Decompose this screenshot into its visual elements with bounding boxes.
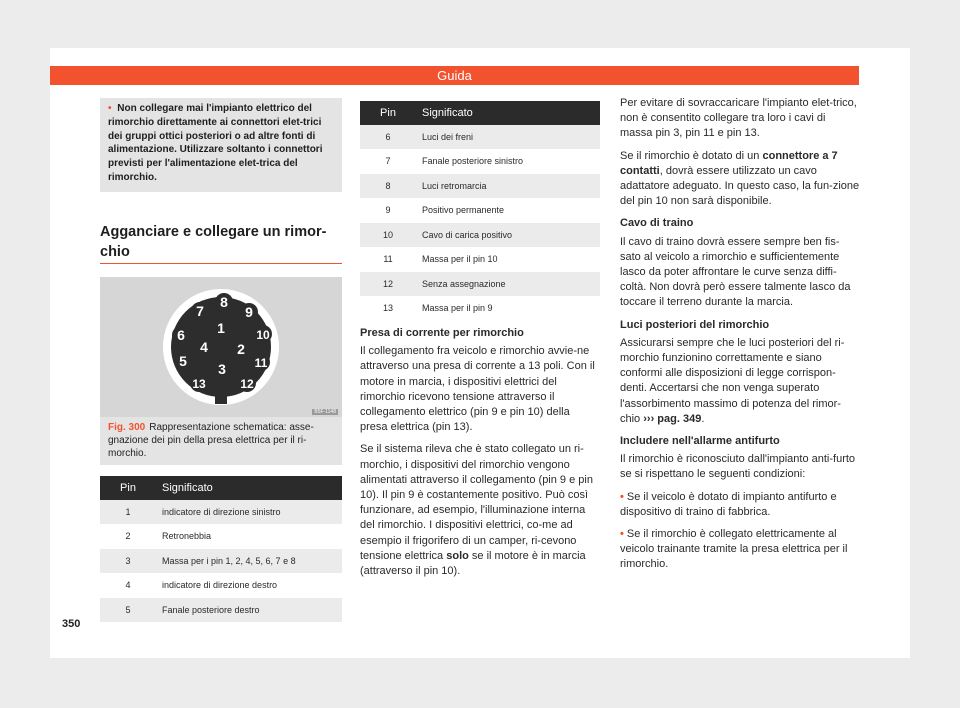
- text-run: Assicurarsi sempre che le luci posteriori del ri-morchio funzionino correttamente e siano conformi alle disposizioni di legge corrispon-denti. Accertarsi che non venga superato l'assorbimento massimo di potenza del rimor-chio: [620, 336, 845, 425]
- text-run: Se il sistema rileva che è stato collegato un ri-morchio, i dispositivi del rimorchio vengono alimentati attraverso il collegamento (pin 9 e pin 10). Il pin 9 è costantemente positivo. Può così funzionare, ad esempio, l'illuminazione interna del rimorchio. I dispositivi elettrici, co-me ad esempio il frigorifero di un camper, ri-cevono tensione elettrica: [360, 443, 593, 562]
- meaning-cell: indicatore di direzione sinistro: [156, 500, 342, 524]
- pin-cell: 1: [100, 500, 156, 524]
- connector-pin-label-11: 11: [254, 356, 268, 370]
- figure-caption-text: Rappresentazione schematica: asse-gnazione dei pin della presa elettrica per il ri-morchio.: [108, 422, 314, 459]
- pin-cell: 9: [360, 198, 416, 223]
- table-row: [360, 125, 600, 149]
- paragraph: [620, 336, 860, 427]
- column-2-text: [360, 322, 600, 586]
- page-reference-link[interactable]: ››› pag. 349: [643, 412, 702, 425]
- column-3-text: [620, 96, 860, 580]
- connector-pin-label-7: 7: [196, 303, 204, 319]
- meaning-cell: Massa per il pin 10: [416, 247, 600, 272]
- connector-pin-label-9: 9: [245, 304, 253, 320]
- paragraph: [360, 442, 600, 579]
- meaning-cell: Fanale posteriore sinistro: [416, 149, 600, 174]
- warning-text: Non collegare mai l'impianto elettrico del rimorchio direttamente ai connettori elet-trici dei gruppi ottici posteriori o ad altre fonti di alimentazione. Utilizzare soltanto i connettori previsti per l'alimentazione elet-trica del rimorchio.: [108, 103, 323, 183]
- connector-pin-label-8: 8: [220, 294, 228, 310]
- page-number: 350: [62, 618, 81, 630]
- text-run: , dovrà essere utilizzato un cavo adattatore adeguato. In questo caso, la fun-zione del pin 10 non sarà disponibile.: [620, 164, 860, 208]
- paragraph: Il rimorchio è riconosciuto dall'impianto anti-furto se si rispettano le seguenti condizioni:: [620, 453, 856, 481]
- figure-code: B5F-1148: [314, 409, 336, 415]
- pin-table-2: [360, 101, 600, 321]
- paragraph: Il cavo di traino dovrà essere sempre ben fis-sato al veicolo a rimorchio e sufficientemente lasco da poter affrontare le curve senza diffi-coltà. Non dovrà però essere talmente lasco da toccare il terreno durante la marcia.: [620, 235, 851, 309]
- pin-cell: 2: [100, 524, 156, 549]
- meaning-cell: Fanale posteriore destro: [156, 598, 342, 623]
- bullet-marker: •: [620, 490, 624, 503]
- text-run: Se il rimorchio è dotato di un: [620, 149, 760, 162]
- paragraph: [620, 149, 860, 210]
- warning-bullet: •: [108, 103, 112, 114]
- page-header: Guida: [50, 66, 859, 85]
- paragraph: Per evitare di sovraccaricare l'impianto elet-trico, non è consentito collegare tra loro i cavi di massa pin 3, pin 11 e pin 13.: [620, 97, 857, 140]
- figure-number: Fig. 300: [108, 422, 146, 433]
- section-title: Agganciare e collegare un rimor-chio: [100, 224, 327, 260]
- pin-table-1: [100, 476, 342, 623]
- emphasis-connettore: connettore a 7 contatti: [620, 149, 838, 177]
- meaning-cell: Luci dei freni: [416, 125, 600, 149]
- meaning-cell: indicatore di direzione destro: [156, 573, 342, 598]
- table-row: [360, 174, 600, 199]
- meaning-cell: Massa per i pin 1, 2, 4, 5, 6, 7 e 8: [156, 549, 342, 574]
- connector-pin-label-1: 1: [217, 320, 225, 336]
- meaning-cell: Massa per il pin 9: [416, 296, 600, 321]
- meaning-cell: Senza assegnazione: [416, 272, 600, 297]
- table-row: [360, 223, 600, 248]
- pin-cell: 6: [360, 125, 416, 149]
- bullet-marker: •: [620, 528, 624, 541]
- pin-cell: 5: [100, 598, 156, 623]
- connector-pin-label-13: 13: [192, 377, 206, 391]
- bullet-text: Se il rimorchio è collegato elettricamente al veicolo trainante tramite la presa elettrica per il rimorchio.: [620, 528, 848, 571]
- connector-pin-label-6: 6: [177, 327, 185, 343]
- table-row: [360, 296, 600, 321]
- table-row: [360, 272, 600, 297]
- connector-pin-label-10: 10: [256, 328, 270, 342]
- connector-figure: [100, 277, 342, 417]
- pin-cell: 7: [360, 149, 416, 174]
- warning-box: [100, 98, 342, 192]
- bullet-text: Se il veicolo è dotato di impianto antifurto e dispositivo di traino di fabbrica.: [620, 490, 837, 518]
- pin-cell: 11: [360, 247, 416, 272]
- meaning-cell: Cavo di carica positivo: [416, 223, 600, 248]
- connector-pin-label-3: 3: [218, 361, 226, 377]
- heading-cavo-traino: Cavo di traino: [620, 217, 694, 230]
- table-row: [360, 198, 600, 223]
- pin-cell: 8: [360, 174, 416, 199]
- heading-presa-corrente: Presa di corrente per rimorchio: [360, 327, 524, 339]
- table-header-pin: Pin: [100, 476, 156, 500]
- meaning-cell: Luci retromarcia: [416, 174, 600, 199]
- table-row: [100, 500, 342, 524]
- table-header-pin: Pin: [360, 101, 416, 125]
- emphasis-solo: solo: [446, 549, 469, 562]
- pin-cell: 3: [100, 549, 156, 574]
- pin-cell: 13: [360, 296, 416, 321]
- pin-cell: 10: [360, 223, 416, 248]
- connector-key: [215, 394, 227, 404]
- section-divider: [100, 263, 342, 264]
- table-row: [360, 247, 600, 272]
- meaning-cell: Positivo permanente: [416, 198, 600, 223]
- heading-allarme-antifurto: Includere nell'allarme antifurto: [620, 435, 780, 448]
- text-run: .: [701, 412, 705, 425]
- pin-cell: 4: [100, 573, 156, 598]
- paragraph: Il collegamento fra veicolo e rimorchio avvie-ne attraverso una presa di corrente a 13 poli. Con il motore in marcia, i dispositivi elettrici del rimorchio ricevono tensione attraverso il collegamento elettrico (pin 9 e pin 10) della presa elettrica (pin 13).: [360, 345, 595, 434]
- connector-pin-label-5: 5: [179, 353, 187, 369]
- table-row: [100, 598, 342, 623]
- bullet-item: [620, 490, 860, 520]
- connector-diagram: [100, 277, 342, 417]
- table-row: [100, 524, 342, 549]
- table-header-meaning: Significato: [416, 101, 600, 125]
- heading-luci-posteriori: Luci posteriori del rimorchio: [620, 318, 770, 331]
- bullet-item: [620, 527, 860, 573]
- text-run: se il motore è in marcia (attraverso il pin 10).: [360, 549, 586, 578]
- table-row: [100, 549, 342, 574]
- table-row: [360, 149, 600, 174]
- connector-pin-label-4: 4: [200, 339, 208, 355]
- connector-pin-label-2: 2: [237, 341, 245, 357]
- figure-caption: [100, 417, 342, 465]
- pin-cell: 12: [360, 272, 416, 297]
- table-header-meaning: Significato: [156, 476, 342, 500]
- connector-pin-label-12: 12: [240, 377, 254, 391]
- table-row: [100, 573, 342, 598]
- meaning-cell: Retronebbia: [156, 524, 342, 549]
